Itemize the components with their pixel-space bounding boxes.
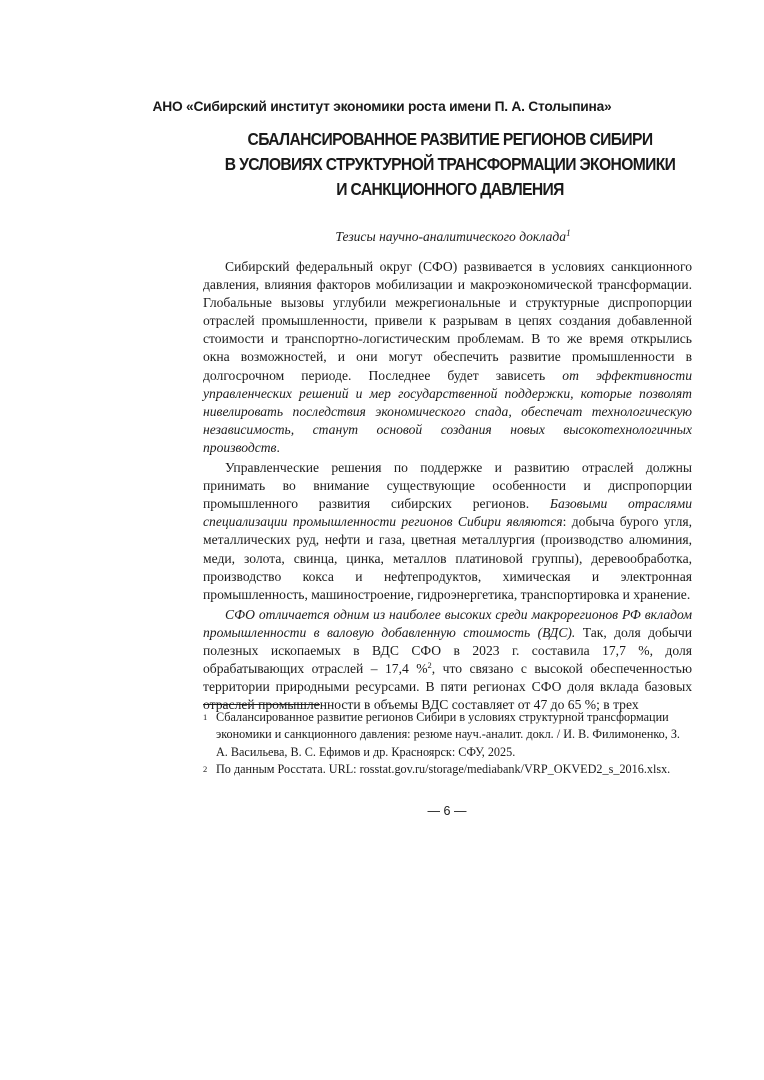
title-line-2: В УСЛОВИЯХ СТРУКТУРНОЙ ТРАНСФОРМАЦИИ ЭКОНОМИКИ (224, 154, 676, 174)
footnote-2-text: По данным Росстата. URL: rosstat.gov.ru/storage/mediabank/VRP_OKVED2_s_2016.xlsx. (216, 762, 671, 777)
document-subtitle (0, 228, 764, 245)
p1-emphasis: от эффективности управленческих решений и мер государственной поддержки, которые позволят нивелировать последствия экономического спада, обеспечат технологическую независимость, станут основой создания новых высокотехнологичных производств (203, 367, 692, 455)
footnote-divider (203, 704, 320, 705)
paragraph-2 (203, 459, 692, 604)
paragraph-1 (203, 258, 692, 457)
footnote-1-text: Сбалансированное развитие регионов Сибири в условиях структурной трансформации экономики и санкционного давления: резюме науч.-аналит. докл. / И. В. Филимоненко, З. А. Васильева, В. С. Ефимов и др. Красноярск: СФУ, 2025. (216, 710, 680, 759)
subtitle-text: Тезисы научно-аналитического доклада (335, 229, 567, 244)
p3-emphasis: СФО отличается одним из наиболее высоких среди макрорегионов РФ вкладом промышленности в валовую добавленную стоимость (ВДС). (203, 606, 692, 640)
p2-text: Управленческие решения по поддержке и развитию отраслей должны принимать во внимание существующие особенности и диспропорции промышленного развития сибирских регионов. (203, 460, 692, 512)
p2-emphasis: Базовыми отраслями специализации промышленности регионов Сибири являются (203, 496, 692, 530)
p1-text: Сибирский федеральный округ (СФО) развивается в условиях санкционного давления, влияния факторов мобилизации и макроэкономической трансформации. Глобальные вызовы углубили межрегиональные и структурные диспропорции отраслей промышленности, привели к разрывам в цепях создания добавленной стоимости и транспортно-логистическим проблемам. В то же время открылись окна возможностей, и они могут обеспечить развитие промышленности в долгосрочном периоде. Последнее будет зависеть (203, 259, 692, 383)
main-text (203, 258, 692, 714)
p3-text: Так, доля добычи полезных ископаемых в ВДС СФО в 2023 г. составила 17,7 %, доля обрабатывающих отраслей – 17,4 % (203, 624, 692, 677)
paragraph-3 (203, 606, 692, 715)
title-line-3: И САНКЦИОННОГО ДАВЛЕНИЯ (336, 179, 564, 199)
footnote-1 (203, 709, 692, 761)
document-title (180, 127, 720, 202)
p2-end: : добыча бурого угля, металлических руд, нефти и газа, цветная металлургия (производство алюминия, меди, золота, свинца, цинка, металлов платиновой группы), деревообработка, производство кокса и нефтепродуктов, химическая и электронная промышленность, машиностроение, гидроэнергетика, транспортировка и хранение. (203, 514, 693, 602)
footnote-2-number: 2 (203, 764, 208, 775)
footnotes (203, 709, 692, 779)
footnote-1-number: 1 (203, 712, 208, 722)
footnote-ref-2[interactable]: 2 (427, 660, 432, 671)
p3-end: , что связано с высокой обеспеченностью территории природными ресурсами. В пяти регионах СФО доля вклада базовых отраслей промышленности в объемы ВДС составляет от 47 до 65 %; в трех (203, 661, 692, 713)
footnote-ref-1[interactable]: 1 (566, 228, 571, 238)
title-line-1: СБАЛАНСИРОВАННОЕ РАЗВИТИЕ РЕГИОНОВ СИБИРИ (247, 129, 653, 149)
page-number: — 6 — (427, 804, 467, 818)
p1-end: . (276, 439, 280, 455)
footnote-2 (203, 761, 692, 778)
organization-name: АНО «Сибирский институт экономики роста имени П. А. Столыпина» (152, 99, 612, 114)
